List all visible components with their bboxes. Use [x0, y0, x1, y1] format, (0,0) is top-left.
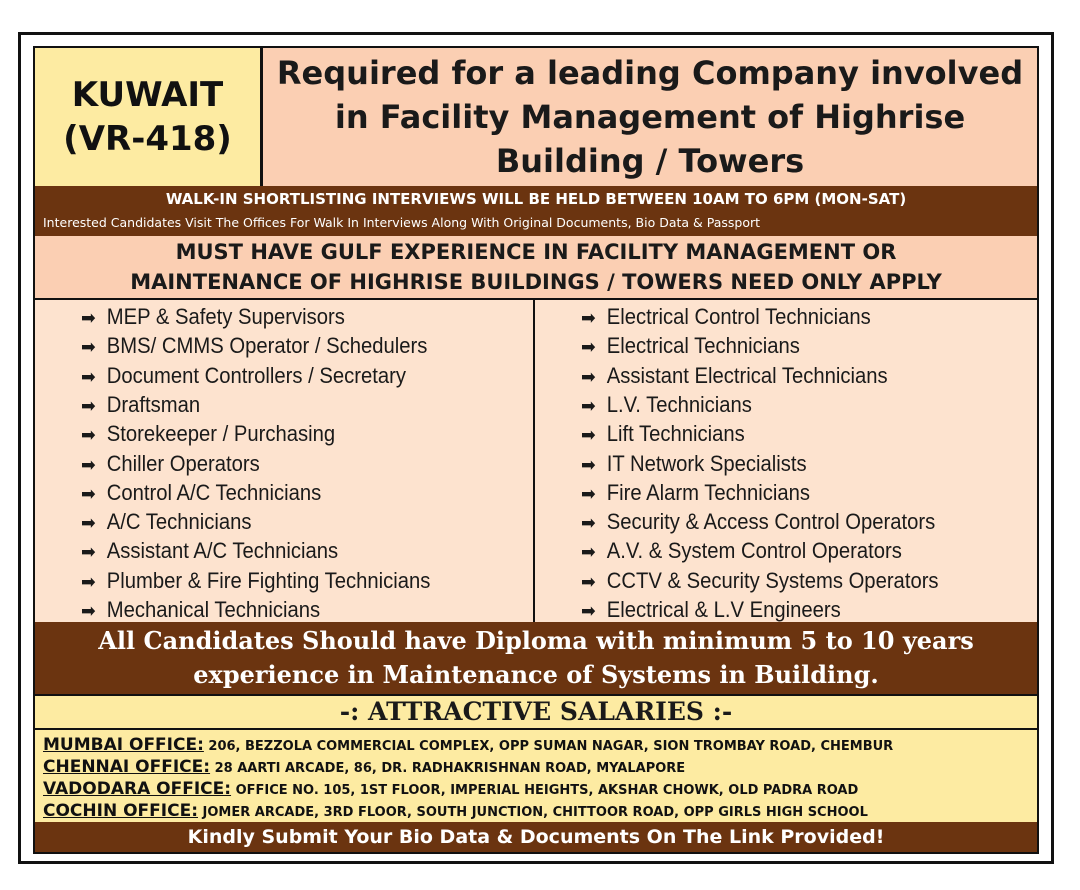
job-title: Storekeeper / Purchasing — [106, 421, 336, 447]
job-item — [581, 595, 841, 624]
office-address: 28 AARTI ARCADE, 86, DR. RADHAKRISHNAN ROAD, MYALAPORE — [210, 761, 686, 776]
right-arrow-icon: ➡ — [81, 570, 96, 593]
job-item — [581, 536, 902, 565]
office-name: CHENNAI OFFICE: — [43, 757, 211, 777]
reference-code: (VR-418) — [63, 119, 232, 159]
job-item — [81, 361, 406, 390]
job-item — [581, 449, 807, 478]
job-list-right-column — [535, 300, 1035, 622]
office-chennai — [43, 756, 685, 778]
job-title: MEP & Safety Supervisors — [106, 304, 345, 329]
job-item — [81, 302, 345, 331]
job-item — [581, 566, 939, 595]
headline — [263, 48, 1037, 186]
job-item — [81, 595, 320, 624]
right-arrow-icon: ➡ — [81, 394, 96, 417]
job-item — [81, 566, 430, 595]
office-name: VADODARA OFFICE: — [43, 779, 232, 799]
country-box — [35, 48, 263, 186]
right-arrow-icon: ➡ — [581, 600, 596, 622]
right-arrow-icon: ➡ — [81, 541, 96, 564]
requirement-line-1: MUST HAVE GULF EXPERIENCE IN FACILITY MANAGEMENT OR — [175, 240, 897, 264]
job-item — [81, 478, 321, 507]
job-title: A/C Technicians — [106, 509, 252, 535]
office-vadodara — [43, 778, 858, 800]
qualification-line-1: All Candidates Should have Diploma with minimum 5 to 10 years — [98, 626, 974, 655]
job-title: Assistant A/C Technicians — [106, 538, 339, 564]
job-item — [581, 302, 871, 331]
job-item — [581, 390, 752, 419]
headline-line-1: Required for a leading Company involved — [276, 54, 1024, 92]
job-title: Security & Access Control Operators — [606, 509, 936, 535]
job-title: Plumber & Fire Fighting Technicians — [106, 567, 431, 593]
job-item — [81, 536, 338, 565]
right-arrow-icon: ➡ — [581, 453, 596, 476]
headline-line-3: Building / Towers — [495, 142, 805, 180]
right-arrow-icon: ➡ — [581, 307, 596, 329]
walkin-title: WALK-IN SHORTLISTING INTERVIEWS WILL BE HELD BETWEEN 10AM TO 6PM (MON-SAT) — [165, 190, 907, 208]
job-title: Mechanical Technicians — [106, 597, 321, 622]
right-arrow-icon: ➡ — [581, 394, 596, 417]
office-mumbai — [43, 734, 893, 756]
job-item — [581, 361, 888, 390]
walkin-note: Interested Candidates Visit The Offices For Walk In Interviews Along With Original Documents, Bio Data & Passport — [43, 215, 761, 230]
job-title: L.V. Technicians — [606, 391, 752, 417]
job-title: Electrical & L.V Engineers — [606, 597, 841, 622]
office-name: MUMBAI OFFICE: — [43, 735, 204, 755]
country-label: KUWAIT — [71, 75, 224, 115]
job-title: Document Controllers / Secretary — [106, 362, 406, 388]
right-arrow-icon: ➡ — [581, 482, 596, 505]
headline-line-2: in Facility Management of Highrise — [334, 98, 966, 136]
office-cochin — [43, 800, 868, 822]
walkin-banner — [35, 186, 1037, 236]
job-title: Chiller Operators — [106, 450, 260, 476]
job-title: BMS/ CMMS Operator / Schedulers — [106, 333, 428, 359]
right-arrow-icon: ➡ — [581, 541, 596, 564]
job-title: Draftsman — [106, 391, 201, 417]
job-item — [581, 507, 935, 536]
job-poster — [33, 46, 1039, 854]
job-title: CCTV & Security Systems Operators — [606, 567, 939, 593]
job-item — [81, 419, 335, 448]
right-arrow-icon: ➡ — [81, 424, 96, 447]
job-title: Electrical Control Technicians — [606, 304, 871, 329]
job-title: Electrical Technicians — [606, 333, 800, 359]
right-arrow-icon: ➡ — [81, 482, 96, 505]
right-arrow-icon: ➡ — [581, 512, 596, 535]
office-list — [35, 730, 1037, 822]
job-title: Lift Technicians — [606, 421, 745, 447]
right-arrow-icon: ➡ — [81, 307, 96, 329]
job-title: Assistant Electrical Technicians — [606, 362, 888, 388]
office-name: COCHIN OFFICE: — [43, 801, 198, 821]
job-title: IT Network Specialists — [606, 450, 807, 476]
job-item — [81, 507, 252, 536]
right-arrow-icon: ➡ — [81, 365, 96, 388]
qualification-line-2: experience in Maintenance of Systems in Building. — [193, 660, 879, 689]
job-item — [581, 478, 810, 507]
qualification-banner — [35, 622, 1037, 694]
office-address: JOMER ARCADE, 3RD FLOOR, SOUTH JUNCTION, CHITTOOR ROAD, OPP GIRLS HIGH SCHOOL — [198, 805, 868, 820]
job-item — [581, 419, 745, 448]
job-item — [581, 331, 800, 360]
right-arrow-icon: ➡ — [581, 365, 596, 388]
right-arrow-icon: ➡ — [581, 336, 596, 359]
office-address: 206, BEZZOLA COMMERCIAL COMPLEX, OPP SUMAN NAGAR, SION TROMBAY ROAD, CHEMBUR — [203, 739, 894, 754]
right-arrow-icon: ➡ — [81, 512, 96, 535]
job-title: Fire Alarm Technicians — [606, 479, 810, 505]
job-item — [81, 390, 200, 419]
job-item — [81, 449, 260, 478]
job-title: A.V. & System Control Operators — [606, 538, 902, 564]
right-arrow-icon: ➡ — [81, 600, 96, 622]
job-list — [35, 300, 1037, 622]
requirement-line-2: MAINTENANCE OF HIGHRISE BUILDINGS / TOWERS NEED ONLY APPLY — [130, 270, 942, 294]
job-item — [81, 331, 427, 360]
right-arrow-icon: ➡ — [581, 424, 596, 447]
requirement-banner — [35, 236, 1037, 300]
job-title: Control A/C Technicians — [106, 479, 322, 505]
submit-banner: Kindly Submit Your Bio Data & Documents On The Link Provided! — [35, 822, 1037, 852]
right-arrow-icon: ➡ — [81, 453, 96, 476]
poster-header — [35, 48, 1037, 186]
job-list-left-column — [35, 300, 535, 622]
right-arrow-icon: ➡ — [581, 570, 596, 593]
office-address: OFFICE NO. 105, 1ST FLOOR, IMPERIAL HEIGHTS, AKSHAR CHOWK, OLD PADRA ROAD — [231, 783, 859, 798]
salaries-banner: -: ATTRACTIVE SALARIES :- — [35, 694, 1037, 730]
right-arrow-icon: ➡ — [81, 336, 96, 359]
